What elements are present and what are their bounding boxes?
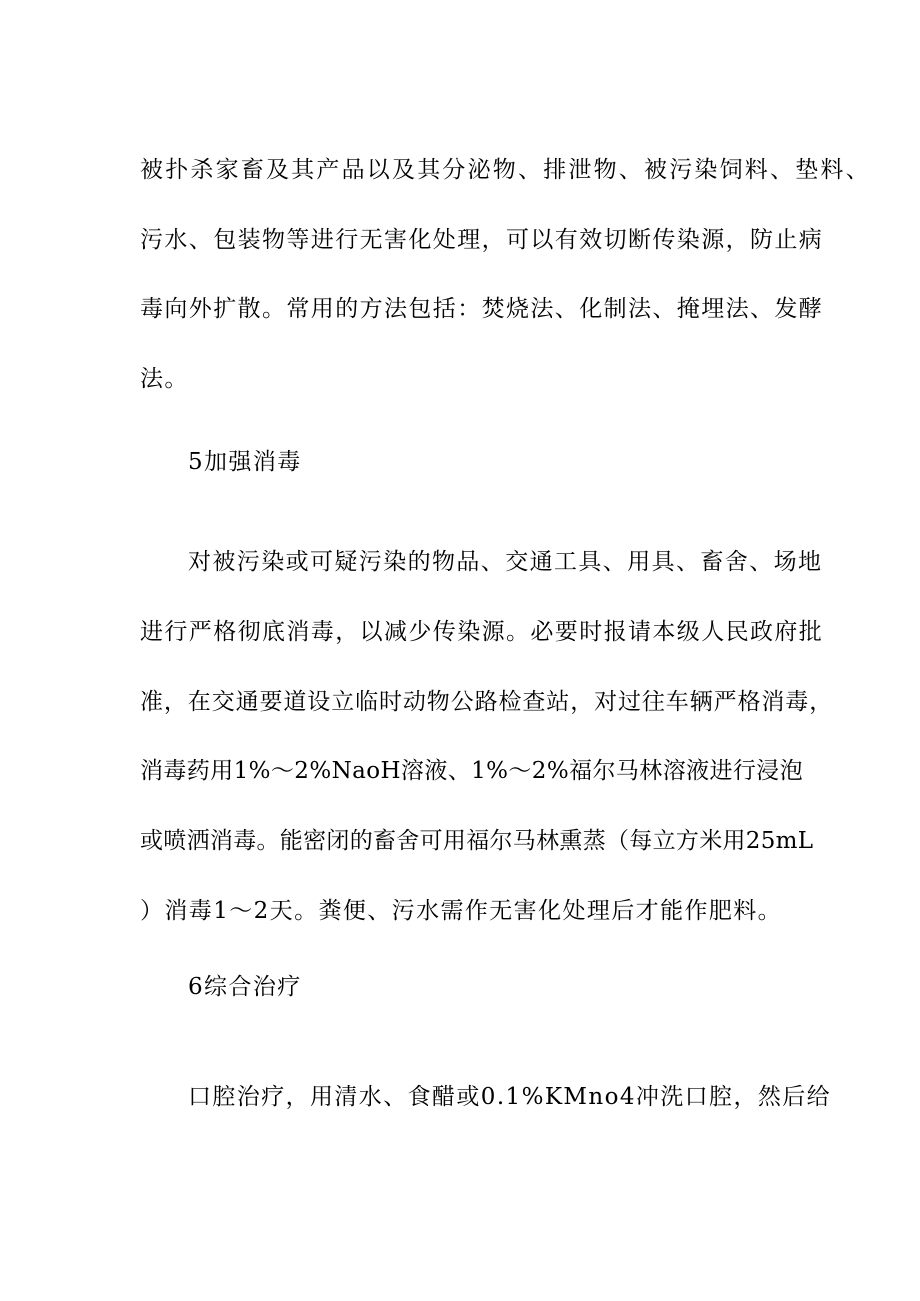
paragraph-line: 或喷洒消毒。能密闭的畜舍可用福尔马林熏蒸（每立方米用25mL bbox=[140, 828, 814, 854]
paragraph-line: 毒向外扩散。常用的方法包括：焚烧法、化制法、掩埋法、发酵 bbox=[140, 296, 824, 322]
paragraph-line: 被扑杀家畜及其产品以及其分泌物、排泄物、被污染饲料、垫料、 bbox=[140, 157, 871, 183]
paragraph-line: 准，在交通要道设立临时动物公路检查站，对过往车辆严格消毒， bbox=[140, 689, 834, 715]
paragraph-line: 消毒药用1%～2%NaoH溶液、1%～2%福尔马林溶液进行浸泡 bbox=[140, 758, 804, 784]
section-heading-treatment: 6综合治疗 bbox=[188, 974, 302, 1000]
paragraph-line: 法。 bbox=[140, 366, 189, 392]
paragraph-line: 口腔治疗，用清水、食醋或0.1%KMno4冲洗口腔，然后给 bbox=[188, 1084, 832, 1110]
paragraph-line: 对被污染或可疑污染的物品、交通工具、用具、畜舍、场地 bbox=[188, 549, 823, 575]
paragraph-line: 污水、包装物等进行无害化处理，可以有效切断传染源，防止病 bbox=[140, 227, 824, 253]
paragraph-line: 进行严格彻底消毒，以减少传染源。必要时报请本级人民政府批 bbox=[140, 619, 824, 645]
section-heading-disinfection: 5加强消毒 bbox=[188, 449, 302, 475]
paragraph-line: ）消毒1～2天。粪便、污水需作无害化处理后才能作肥料。 bbox=[140, 898, 783, 924]
